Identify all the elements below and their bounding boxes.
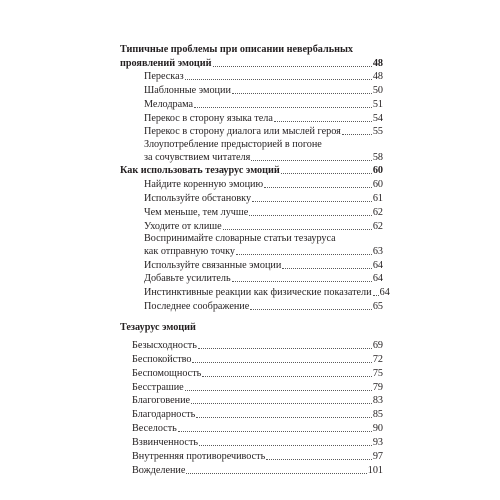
page-number: 50 xyxy=(372,85,383,96)
dot-leader xyxy=(199,445,372,446)
toc-entry[interactable] xyxy=(132,394,383,407)
entry-title-line2: как отправную точку xyxy=(144,246,235,257)
toc-entry[interactable] xyxy=(144,125,383,138)
toc-entry[interactable] xyxy=(132,408,383,421)
entry-title: Беспокойство xyxy=(132,354,192,365)
toc-entry[interactable] xyxy=(144,245,383,258)
toc-entry[interactable] xyxy=(132,353,383,366)
entry-title: Перекос в сторону диалога или мыслей героя xyxy=(144,126,341,137)
dot-leader xyxy=(192,362,371,363)
entry-title: Взвинченность xyxy=(132,437,199,448)
page-number: 55 xyxy=(372,126,383,137)
page-number: 75 xyxy=(372,368,383,379)
entry-title: Благодарность xyxy=(132,409,196,420)
page-number: 48 xyxy=(372,58,383,69)
toc-entry[interactable] xyxy=(144,112,383,125)
page-number: 90 xyxy=(372,423,383,434)
dot-leader xyxy=(232,281,372,282)
entry-title: Шаблонные эмоции xyxy=(144,85,231,96)
page-number: 65 xyxy=(372,301,383,312)
toc-entry[interactable] xyxy=(132,436,383,449)
toc-entry[interactable] xyxy=(144,220,383,233)
toc-entry[interactable] xyxy=(144,272,383,285)
page-number: 51 xyxy=(372,99,383,110)
entry-title: Бесстрашие xyxy=(132,382,184,393)
entry-title: Мелодрама xyxy=(144,99,194,110)
entry-title-line2: за сочувствием читателя xyxy=(144,152,251,163)
entry-title: Чем меньше, тем лучше xyxy=(144,207,249,218)
page-number: 48 xyxy=(372,71,383,82)
page-number: 60 xyxy=(372,165,383,176)
dot-leader xyxy=(251,160,371,161)
entry-title: Безысходность xyxy=(132,340,197,351)
section-title-howto: Как использовать тезаурус эмоций xyxy=(120,165,280,176)
entry-title: Инстинктивные реакции как физические показатели xyxy=(144,287,372,298)
toc-entry[interactable] xyxy=(144,286,390,299)
page-number: 101 xyxy=(367,465,383,476)
entry-title: Пересказ xyxy=(144,71,184,82)
dot-leader xyxy=(252,201,372,202)
page-number: 85 xyxy=(372,409,383,420)
section-title-problems-line2: проявлений эмоций xyxy=(120,58,212,69)
dot-leader xyxy=(342,134,372,135)
toc-entry[interactable] xyxy=(144,259,383,272)
page-number: 60 xyxy=(372,179,383,190)
dot-leader xyxy=(282,268,371,269)
entry-title-line1: Воспринимайте словарные статьи тезауруса xyxy=(144,233,336,244)
toc-entry[interactable] xyxy=(144,192,383,205)
page-number: 72 xyxy=(372,354,383,365)
page-number: 63 xyxy=(372,246,383,257)
dot-leader xyxy=(281,173,372,174)
entry-title: Добавьте усилитель xyxy=(144,273,231,284)
toc-entry-section-howto[interactable] xyxy=(120,164,383,177)
entry-title: Уходите от клише xyxy=(144,221,222,232)
section-title-problems-line1: Типичные проблемы при описании невербальных xyxy=(120,44,353,55)
page-number: 83 xyxy=(372,395,383,406)
entry-title: Последнее соображение xyxy=(144,301,250,312)
dot-leader xyxy=(186,473,366,474)
dot-leader xyxy=(236,254,372,255)
page-number: 54 xyxy=(372,113,383,124)
dot-leader xyxy=(223,229,372,230)
dot-leader xyxy=(266,459,372,460)
entry-title: Веселость xyxy=(132,423,177,434)
dot-leader xyxy=(373,295,379,296)
dot-leader xyxy=(249,215,372,216)
dot-leader xyxy=(191,403,372,404)
entry-title: Внутренняя противоречивость xyxy=(132,451,266,462)
toc-entry[interactable] xyxy=(132,339,383,352)
toc-entry[interactable] xyxy=(132,450,383,463)
entry-title: Используйте обстановку xyxy=(144,193,252,204)
entry-title: Беспомощность xyxy=(132,368,202,379)
page-number: 69 xyxy=(372,340,383,351)
toc-entry[interactable] xyxy=(144,151,383,164)
dot-leader xyxy=(178,431,372,432)
toc-entry[interactable] xyxy=(144,178,383,191)
toc-entry[interactable] xyxy=(144,84,383,97)
dot-leader xyxy=(198,348,372,349)
dot-leader xyxy=(194,107,372,108)
toc-entry-section-problems[interactable] xyxy=(120,57,383,70)
page-number: 64 xyxy=(379,287,390,298)
page-number: 93 xyxy=(372,437,383,448)
entry-title: Перекос в сторону языка тела xyxy=(144,113,273,124)
dot-leader xyxy=(196,417,372,418)
dot-leader xyxy=(250,309,372,310)
toc-entry[interactable] xyxy=(144,300,383,313)
dot-leader xyxy=(232,93,372,94)
page-number: 62 xyxy=(372,221,383,232)
toc-entry[interactable] xyxy=(132,422,383,435)
dot-leader xyxy=(274,121,372,122)
page-number: 64 xyxy=(372,273,383,284)
dot-leader xyxy=(213,66,372,67)
entry-title: Вожделение xyxy=(132,465,186,476)
toc-entry[interactable] xyxy=(144,98,383,111)
dot-leader xyxy=(202,376,372,377)
toc-entry[interactable] xyxy=(132,367,383,380)
page-number: 62 xyxy=(372,207,383,218)
entry-title-line1: Злоупотребление предысторией в погоне xyxy=(144,139,322,150)
toc-entry[interactable] xyxy=(144,70,383,83)
dot-leader xyxy=(185,79,372,80)
page-number: 79 xyxy=(372,382,383,393)
page-number: 64 xyxy=(372,260,383,271)
page-number: 61 xyxy=(372,193,383,204)
section-title-thesaurus: Тезаурус эмоций xyxy=(120,322,196,333)
entry-title: Найдите коренную эмоцию xyxy=(144,179,264,190)
dot-leader xyxy=(185,390,372,391)
toc-entry[interactable] xyxy=(132,464,383,477)
entry-title: Благоговение xyxy=(132,395,191,406)
dot-leader xyxy=(264,187,372,188)
toc-entry[interactable] xyxy=(132,381,383,394)
entry-title: Используйте связанные эмоции xyxy=(144,260,282,271)
toc-entry[interactable] xyxy=(144,206,383,219)
page-number: 97 xyxy=(372,451,383,462)
page-number: 58 xyxy=(372,152,383,163)
